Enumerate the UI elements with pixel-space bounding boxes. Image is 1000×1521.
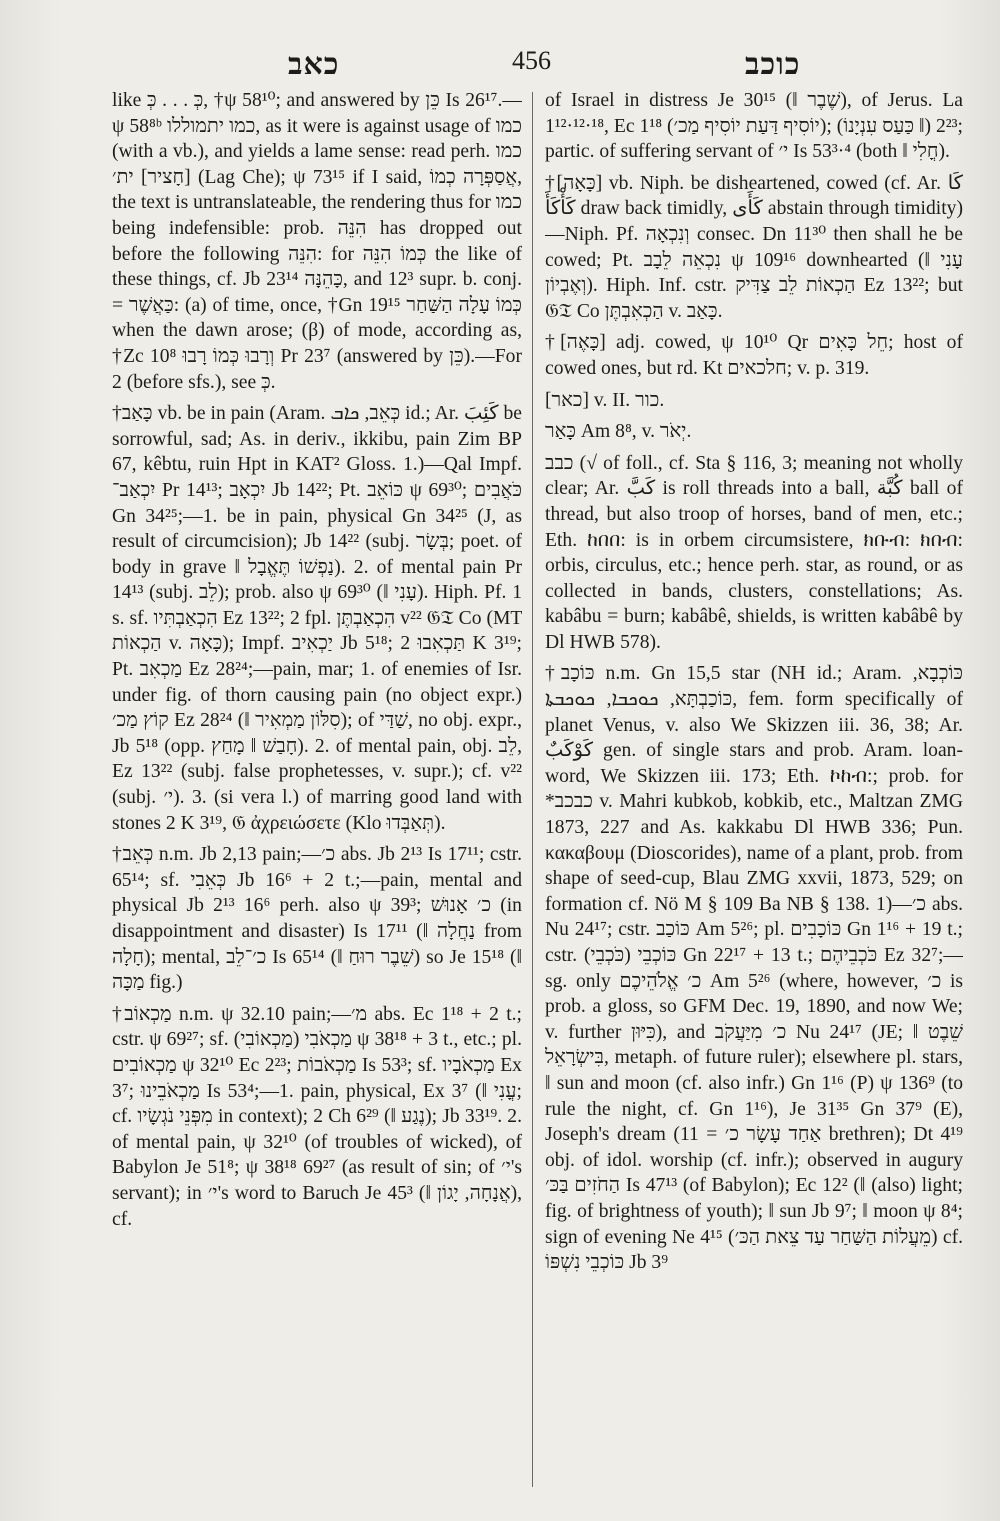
entry-makob-noun: †מַכְאוֹב n.m. ψ 32.10 pain;—מ׳ abs. Ec 1¹⁸ + 2 t.; cstr. ψ 69²⁷; sf. מַכְאֹבִי (מַכְאוֹבִי) ψ 38¹⁸ + 3 t., etc.; pl. מַכְאוֹבִים ψ 32¹⁰ Ec 2²³; מַכְאֹבוֹת Is 53³; sf. מַכְאֹבָיו Ex 3⁷; מַכְאֹבֵינוּ Is 53⁴;—1. pain, physical, Ex 3⁷ (‖ עֳנִי; cf. מִפְּנֵי נֹגְשָׂיו in context); 2 Ch 6²⁹ (‖ נֶגַע); Jb 33¹⁹. 2. of mental pain, ψ 32¹⁰ (of troubles of wicked), of Babylon Je 51⁸; ψ 38¹⁸ 69²⁷ (as result of sin; of י׳'s servant); in י׳'s word to Baruch Je 45³ (‖ אֲנָחָה, יָגוֹן), cf. <box>112 1003 522 1230</box>
entry-kaar-crossref: כָּאַר Am 8⁸, v. יְאֹר. <box>545 421 692 443</box>
right-column <box>545 88 963 1498</box>
left-column <box>112 88 522 1498</box>
entry-continuation-makob: of Israel in distress Je 30¹⁵ (‖ שֶׁבֶר), of Jerus. La 1¹²·¹²·¹⁸, Ec 1¹⁸ (יוֹסִיף דַּעַת יוֹסִיף מַכ׳); 2²³ (‖ כַּעַס עִנְיָנוֹ); partic. of suffering servant of י׳ Is 53³·⁴ (both ‖ חֳלִי). <box>545 90 963 163</box>
entry-kaeh-adj: †[כָּאֶה] adj. cowed, ψ 10¹⁰ Qr חֵל כָּאִים; host of cowed ones, but rd. Kt חלכאים; v. p. 319. <box>545 332 963 379</box>
running-header <box>0 38 1000 88</box>
page-number: 456 <box>512 46 551 75</box>
header-right-word: כוכב <box>745 48 801 81</box>
entry-kaah-verb: †[כָּאָה] vb. Niph. be disheartened, cowed (cf. Ar. كَا كَأْكَأَ draw back timidly, كَأَى abstain through timidity)—Niph. Pf. וְנִכְאָה consec. Dn 11³⁰ then shall he be cowed; Pt. נִכְאֵה לֵבָב ψ 109¹⁶ downhearted (‖ עָנִי וְאֶבְיוֹן). Hiph. Inf. cstr. הַכְאוֹת לֵב צַדִּיק Ez 13²²; but 𝔊𝔗 Co הַכְאִבְתֶּן v. כָּאַב. <box>545 172 963 322</box>
entry-kar-crossref: [כאר] v. II. כור. <box>545 389 665 411</box>
header-left-word: כאב <box>288 48 340 81</box>
entry-continuation-kemo: like כְּ . . . כְּ, †ψ 58¹⁰; and answered by כֵּן Is 26¹⁷.—ψ 58⁸ᵇ כמו יתמוללו, as it were is against usage of כמו (with a vb.), and yields a lame sense: read perh. כמו [חָציר] ית׳ (Lag Che); ψ 73¹⁵ if I said, אֲסַפְּרָה כְמוֹ, the text is untranslateable, the rendering thus for כמו being indefensible: prob. הִנֵּה has dropped out before the following הִנֵּה: for כְּמוֹ הִנֵּה the like of these things, cf. Jb 23¹⁴ כָּהֵנָּה, and 12³ supr. b. conj. = כַּאֲשֶׁר: (a) of time, once, †Gn 19¹⁵ כְּמוֹ עָלָה הַשַּׁחַר when the dawn arose; (β) of mode, according as, †Zc 10⁸ וְרָבוּ כְּמוֹ רָבוּ Pr 23⁷ (answered by כֵּן).—For 2 (before sfs.), see כְּ. <box>112 90 522 393</box>
entry-kbb-root: כבב (√ of foll., cf. Sta § 116, 3; meaning not wholly clear; Ar. كَبَّ is roll threads into a ball, كُبَّة ball of thread, but also troop of horses, band of men, etc.; Eth. ከበበ: is in orbem circumsistere, ክቡብ: ክበብ: orbis, circulus, etc.; hence perh. star, as round, or as collected in bands, clusters, constellations; As. kabâbu = burn; kabâbê, shields, is written kabâbê by Dl HWB 578). <box>545 452 963 653</box>
entry-keeb-noun: †כְּאֵב n.m. Jb 2,13 pain;—כ׳ abs. Jb 2¹³ Is 17¹¹; cstr. 65¹⁴; sf. כְּאֵבִי Jb 16⁶ + 2 t.;—pain, mental and physical Jb 2¹³ 16⁶ perh. also ψ 39³; כ׳ אָנוּשׁ (in disappointment and disaster) Is 17¹¹ (‖ נַחֲלָה from חָלָה); mental, כ׳־לֵב Is 65¹⁴ (‖ שֵׁבֶר רוּחַ) so Je 15¹⁸ (‖ מַכָּה fig.) <box>112 844 522 994</box>
entry-kokab-noun: †כּוֹכָב n.m. Gn 15,5 star (NH id.; Aram. כּוֹכְבָא, כּוֹכַבְתָּא, ܟܘܟܒܐ, ܟܘܟܒܬܐ, fem. form specifically of planet Venus, v. also We Skizzen iii. 36, 38; Ar. كَوْكَبٌ gen. of single stars and prob. Aram. loan-word, We Skizzen iii. 173; Eth. ኮከብ:; prob. for *כבכב v. Mahri kubkob, kobkib, etc., Maltzan ZMG 1873, 227 and As. kakkabu Dl HWB 336; Pun. κακαβουμ (Dioscorides), name of a plant, prob. from shape of seed-cup, Blau ZMG xxvii, 1873, 529; on formation cf. Nö M § 109 Ba NB § 138. 1)—כ׳ abs. Nu 24¹⁷; cstr. כּוֹכַב Am 5²⁶; pl. כּוֹכָבִים Gn 1¹⁶ + 19 t.; cstr. כּוֹכְבֵי (כֹּכְבֵי) Gn 22¹⁷ + 13 t.; כֹּכְבֵיהֶם Ez 32⁷;—sg. only כ׳ אֱלֹהֵיכֶם Am 5²⁶ (where, however, כ׳ is prob. a gloss, so GFM Dec. 19, 1890, and now We; v. further כִּיּוּן), and כ׳ מִיַּעֲקֹב Nu 24¹⁷ (JE; ‖ שֵׁבֶט בִּישְׂרָאֵל, metaph. of future ruler); elsewhere pl. stars, ‖ sun and moon (cf. also infr.) Gn 1¹⁶ (P) ψ 136⁹ (to rule the night, cf. Gn 1¹⁶), Je 31³⁵ Gn 37⁹ (E), Joseph's dream (אַחַד עָשָׂר כ׳ = 11 brethren); Dt 4¹⁹ obj. of idol. worship (cf. infr.); observed in augury הַחֹזִים בַּכּ׳ Is 47¹³ (of Babylon); Ec 12² (‖ (also) light; fig. of brightness of youth); ‖ sun Jb 9⁷; ‖ moon ψ 8⁴; sign of evening Ne 4¹⁵ (מֵעֲלוֹת הַשַּׁחַר עַד צֵאת הַכּ׳) cf. כּוֹכְבֵי נִשְׁפּוֹ Jb 3⁹ <box>545 663 963 1274</box>
entry-kaab-verb: †כָּאַב vb. be in pain (Aram. כְּאֵב, ܟܐܒ id.; Ar. كَئِبَ be sorrowful, sad; As. in deriv., ikkibu, pain Zim BP 67, kêbtu, ruin Hpt in KAT² Gloss. 1.)—Qal Impf. יִכְאַב־ Pr 14¹³; יִכְאָב Jb 14²²; Pt. כּוֹאֵב ψ 69³⁰; כֹּאֲבִים Gn 34²⁵;—1. be in pain, physical Gn 34²⁵ (J, as result of circumcision); Jb 14²² (subj. בְּשָׂר; poet. of body in grave ‖ נַפְשׁוֹ תֶּאֱבָל). 2. of mental pain Pr 14¹³ (subj. לֵב); prob. also ψ 69³⁰ (‖ עָנִי). Hiph. Pf. 1 s. sf. הִכְאַבְתִּיו Ez 13²²; 2 fpl. הִכְאַבְתֶּן v²² 𝔊𝔗 Co (MT הַכְאוֹת v. כָּאָה); Impf. יַכְאִיב Jb 5¹⁸; תַּכְאִבוּ 2 K 3¹⁹; Pt. מַכְאִב Ez 28²⁴;—pain, mar; 1. of enemies of Isr. under fig. of thorn causing pain (no object expr.) קוֹץ מַכ׳ Ez 28²⁴ (‖ סִלּוֹן מַמְאִיר); of שַׁדַּי, no obj. expr., Jb 5¹⁸ (opp. חָבַשׁ ‖ מָחַץ). 2. of mental pain, obj. לֵב, Ez 13²² (subj. false prophetesses, v. supr.); cf. v²² (subj. י׳). 3. (si vera l.) of marring good land with stones 2 K 3¹⁹, 𝔊 ἀχρειώσετε (Klo תְּאַבְּדוּ). <box>112 403 522 834</box>
column-divider <box>532 92 533 1487</box>
